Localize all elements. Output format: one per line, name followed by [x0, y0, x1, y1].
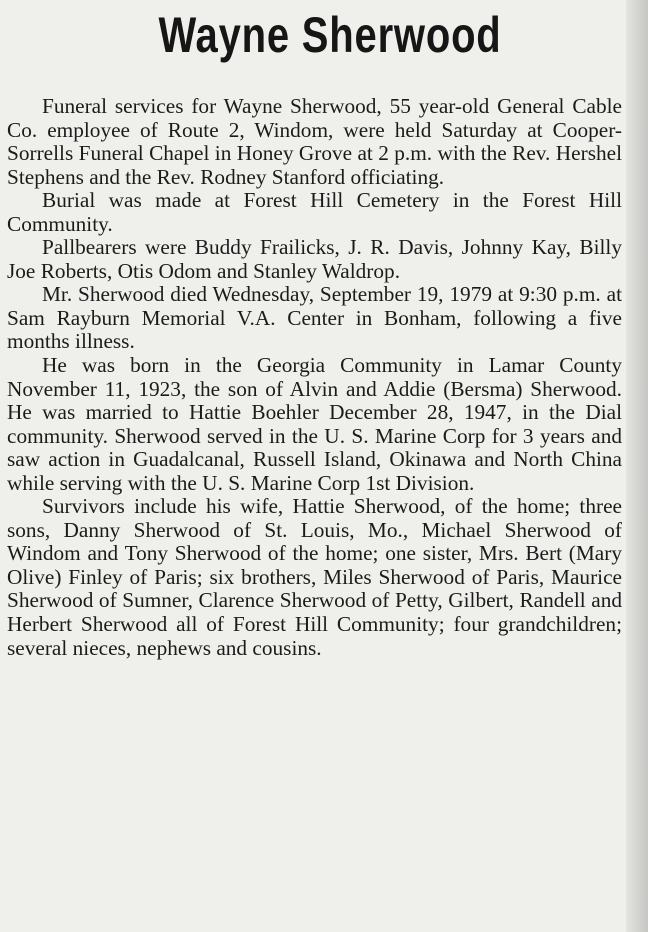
obituary-headline: Wayne Sherwood — [158, 7, 502, 63]
paragraph-funeral-services: Funeral services for Wayne Sherwood, 55 year-old General Cable Co. employee of Route 2, Windom, were held Saturday at Cooper-Sorrells Funeral Chapel in Honey Grove at 2 p.m. with the Rev. Hershel Stephens and the Rev. Rodney Stanford officiating. — [7, 94, 622, 189]
paragraph-survivors: Survivors include his wife, Hattie Sherwood, of the home; three sons, Danny Sherwood of St. Louis, Mo., Michael Sherwood of Windom and Tony Sherwood of the home; one sister, Mrs. Bert (Mary Olive) Finley of Paris; six brothers, Miles Sherwood of Paris, Maurice Sherwood of Sumner, Clarence Sherwood of Petty, Gilbert, Randell and Herbert Sherwood all of Forest Hill Community; four grandchildren; several nieces, nephews and cousins. — [7, 494, 622, 660]
scan-edge — [626, 0, 648, 932]
paragraph-pallbearers: Pallbearers were Buddy Frailicks, J. R. Davis, Johnny Kay, Billy Joe Roberts, Otis Odom and Stanley Waldrop. — [7, 235, 622, 283]
paragraph-biography: He was born in the Georgia Community in Lamar County November 11, 1923, the son of Alvin and Addie (Bersma) Sherwood. He was married to Hattie Boehler December 28, 1947, in the Dial community. Sherwood served in the U. S. Marine Corp for 3 years and saw action in Guadalcanal, Russell Island, Okinawa and North China while serving with the U. S. Marine Corp 1st Division. — [7, 353, 622, 495]
obituary-body — [7, 95, 622, 660]
paragraph-death: Mr. Sherwood died Wednesday, September 19, 1979 at 9:30 p.m. at Sam Rayburn Memorial V.A. Center in Bonham, following a five months illness. — [7, 282, 622, 354]
paragraph-burial: Burial was made at Forest Hill Cemetery in the Forest Hill Community. — [7, 188, 622, 236]
